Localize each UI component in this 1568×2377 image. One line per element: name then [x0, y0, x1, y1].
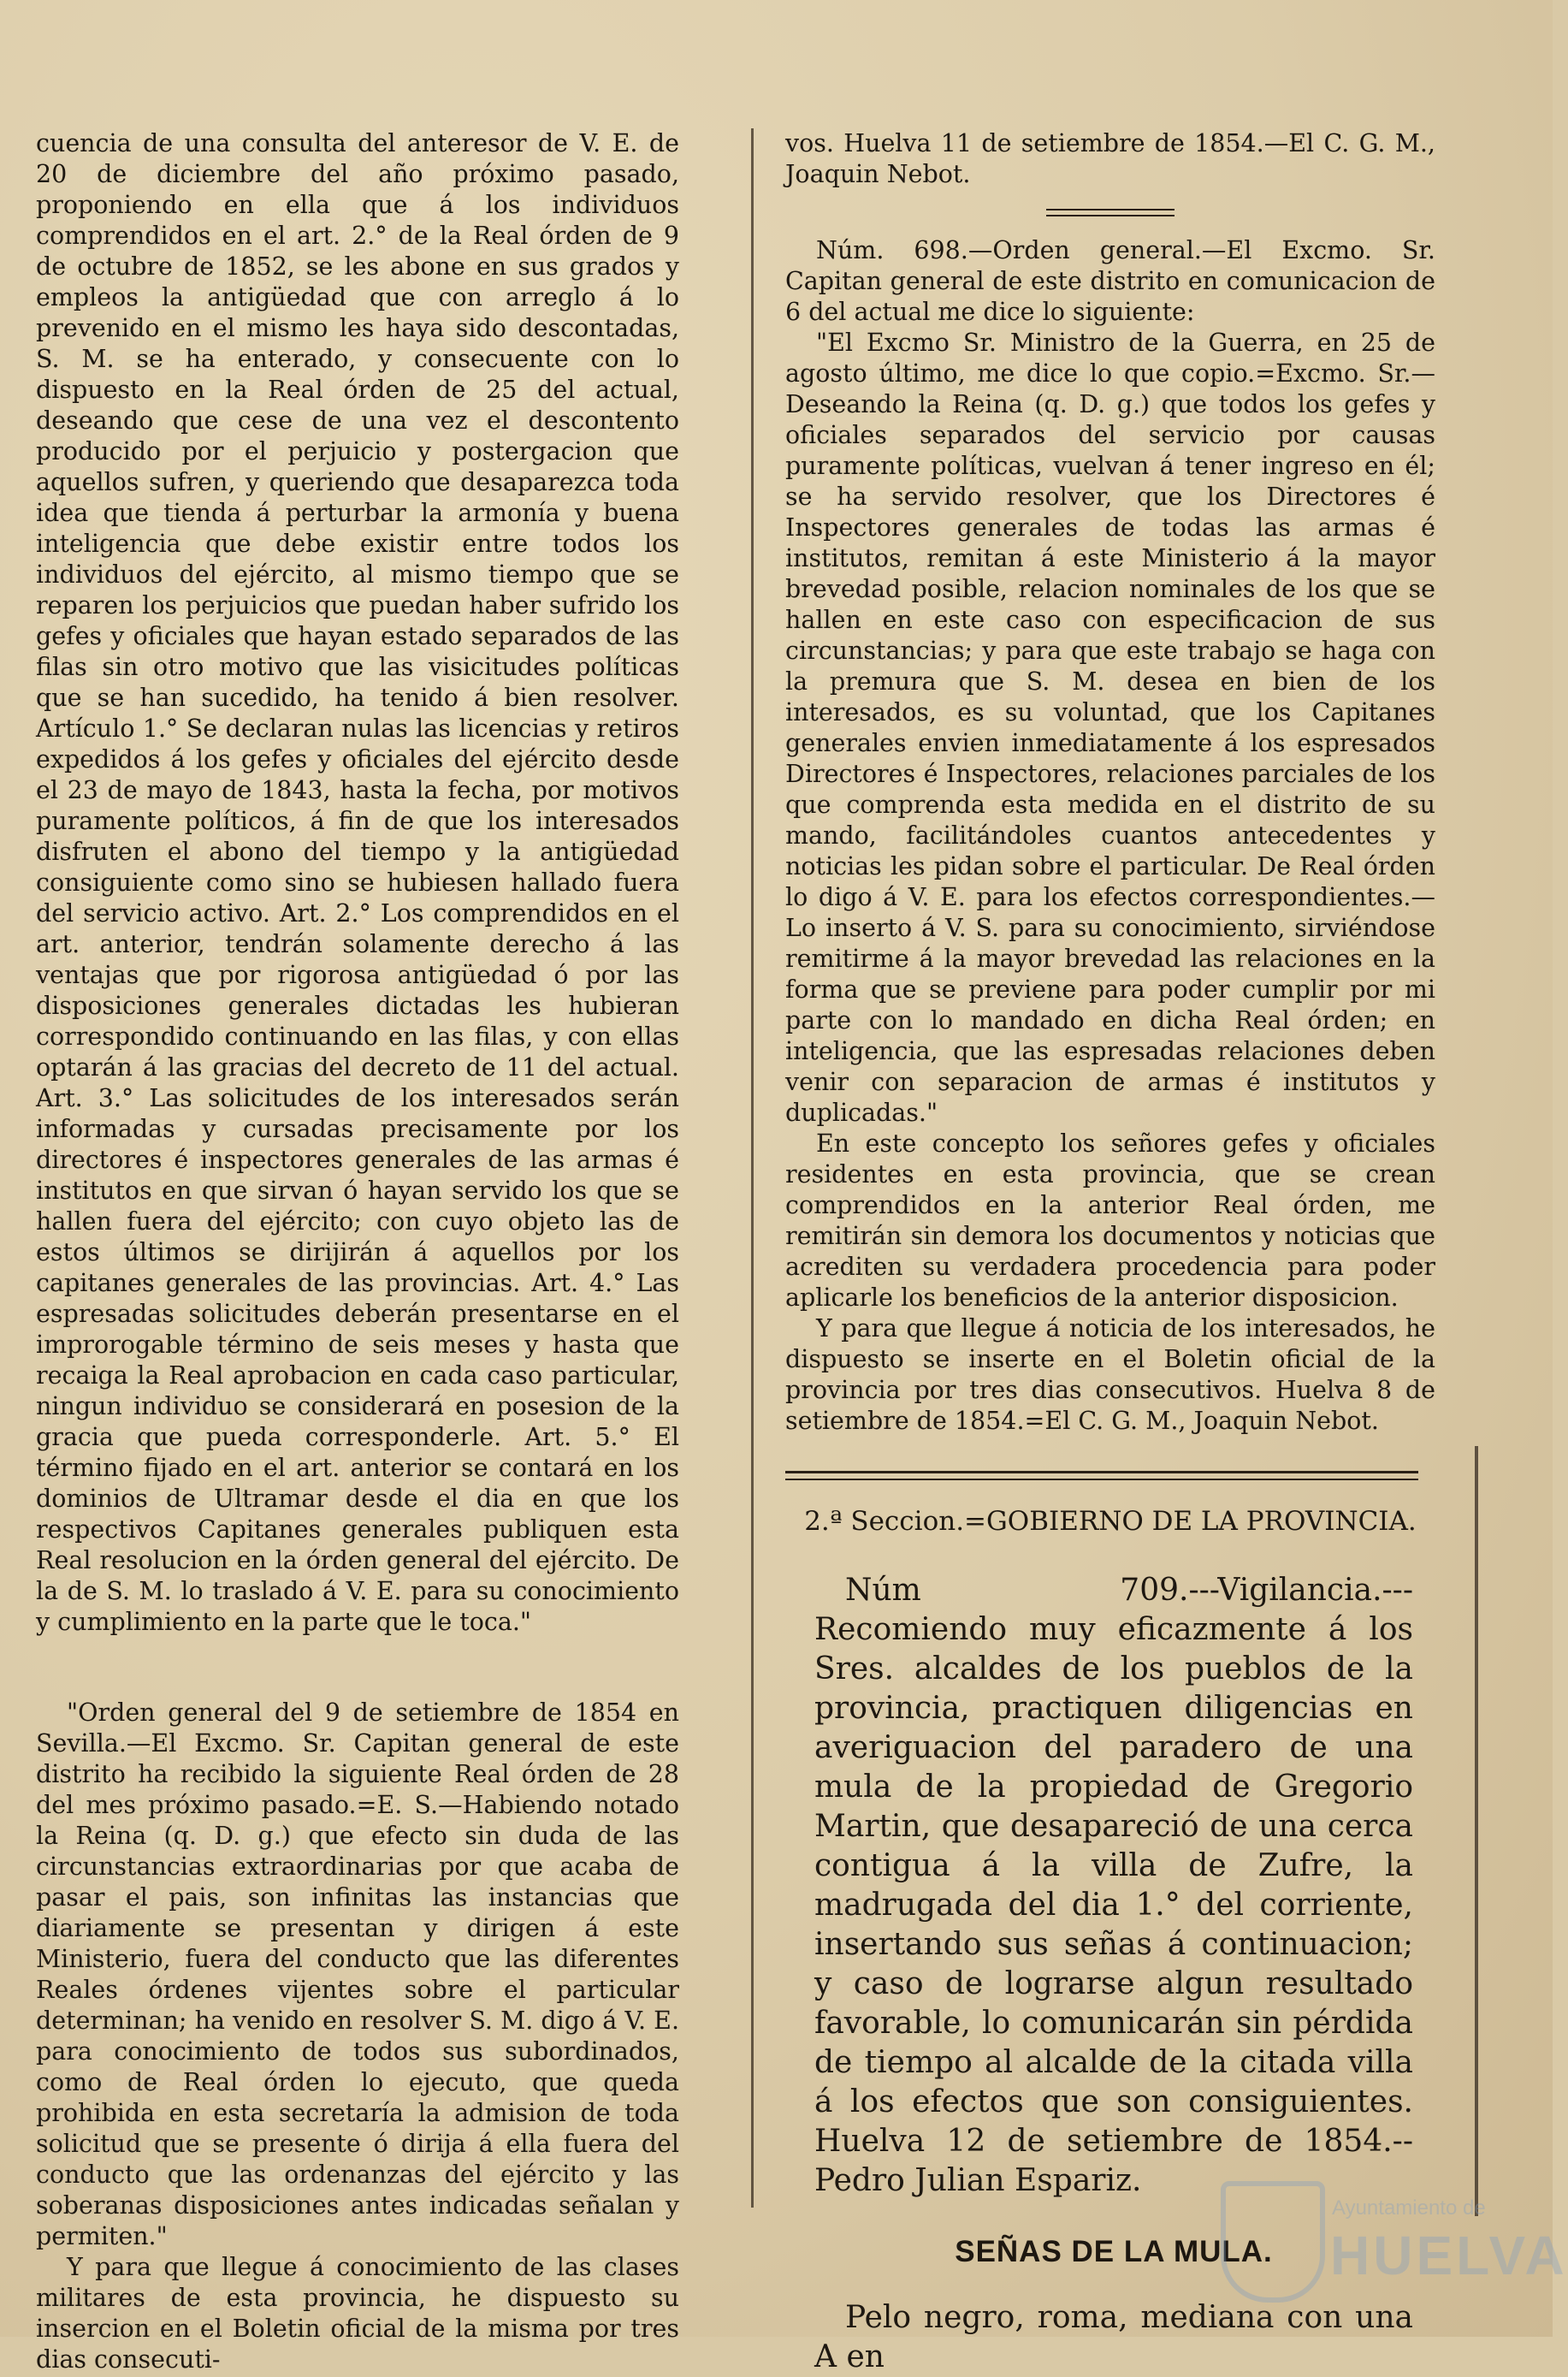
coat-of-arms-icon: [1221, 2181, 1325, 2303]
mule-description-text: [814, 2298, 1413, 2377]
short-divider: [1046, 209, 1175, 216]
right-edge-rule: [1475, 1446, 1478, 2216]
right-column: [785, 128, 1435, 2377]
order-698-closing: Y para que llegue á noticia de los interesados, he dispuesto se inserte en el Boletin oficial de la provincia por tres dias consecutivos. Huelva 8 de setiembre de 1854.=El C. G. M., Joaquin Nebot.: [785, 1314, 1435, 1435]
order-698-concept: En este concepto los señores gefes y oficiales residentes en esta provincia, que se crean comprendidos en la anterior Real órden, me remitirán sin demora los documentos y noticias que acrediten su verdadera procedencia para poder aplicarle los beneficios de la anterior disposicion.: [785, 1129, 1435, 1312]
left-column: [36, 128, 679, 2375]
watermark-small-text: Ayuntamiento de: [1332, 2196, 1486, 2220]
archive-watermark: [1221, 2172, 1568, 2301]
signature-line: vos. Huelva 11 de setiembre de 1854.—El C. G. M., Joaquin Nebot.: [785, 129, 1435, 188]
closing-paragraph: Y para que llegue á conocimiento de las clases militares de esta provincia, he dispuesto su insercion en el Boletin oficial de la misma por tres dias consecuti-: [36, 2253, 679, 2374]
section-divider: [785, 1471, 1418, 1480]
notice-709: Núm 709.---Vigilancia.---Recomiendo muy eficazmente á los Sres. alcaldes de los pueblos de la provincia, practiquen diligencias en averiguacion del paradero de una mula de la propiedad de Gregorio Martin, que desapareció de una cerca contigua á la villa de Zufre, la madrugada del dia 1.° del corriente, insertando sus señas á continuacion; y caso de lograrse algun resultado favorable, lo comunicarán sin pérdida de tiempo al alcalde de la citada villa á los efectos que son consiguientes. Huelva 12 de setiembre de 1854.--Pedro Julian Espariz.: [814, 1573, 1413, 2198]
mule-description-line: Pelo negro, roma, mediana con una A en: [814, 2300, 1413, 2374]
order-698-heading: Núm. 698.—Orden general.—El Excmo. Sr. Capitan general de este distrito en comunicacion de 6 del actual me dice lo siguiente:: [785, 236, 1435, 326]
spacer: [36, 1638, 679, 1698]
mule-description-heading: SEÑAS DE LA MULA.: [955, 2235, 1273, 2268]
royal-order-text: cuencia de una consulta del anteresor de V. E. de 20 de diciembre del año próximo pasado, proponiendo en ella que á los individuos comprendidos en el art. 2.° de la Real órden de 9 de octubre de 1852, se les abone en sus grados y empleos la antigüedad que con arreglo á lo prevenido en el mismo les haya sido descontadas, S. M. se ha enterado, y consecuente con lo dispuesto en la Real órden de 25 del actual, deseando que cese de una vez el descontento producido por el perjuicio y postergacion que aquellos sufren, y queriendo que desaparezca toda idea que tienda á perturbar la armonía y buena inteligencia que debe existir entre todos los individuos del ejército, al mismo tiempo que se reparen los perjuicios que puedan haber sufrido los gefes y oficiales que hayan estado separados de las filas sin otro motivo que las visicitudes políticas que se han sucedido, ha tenido á bien resolver. Artículo 1.° Se declaran nulas las licencias y retiros expedidos á los gefes y oficiales del ejército desde el 23 de mayo de 1843, hasta la fecha, por motivos puramente políticos, á fin de que los interesados disfruten el abono del tiempo y la antigüedad consiguiente como sino se hubiesen hallado fuera del servicio activo. Art. 2.° Los comprendidos en el art. anterior, tendrán solamente derecho á las ventajas que por rigorosa antigüedad ó por las disposiciones generales dictadas les hubieran correspondido continuando en las filas, y con ellas optarán á las gracias del decreto de 11 del actual. Art. 3.° Las solicitudes de los interesados serán informadas y cursadas precisamente por los directores é inspectores generales de las armas é institutos en que sirvan ó hayan servido los que se hallen fuera del ejército; con cuyo objeto las de estos últimos se dirijirán á aquellos por los capitanes generales de las provincias. Art. 4.° Las espresadas solicitudes deberán presentarse en el improrogable término de seis meses y hasta que recaiga la Real aprobacion en cada caso particular, ningun individuo se considerará en posesion de la gracia que pueda corresponderle. Art. 5.° El término fijado en el art. anterior se contará en los dominios de Ultramar desde el dia en que los respectivos Capitanes generales publiquen esta Real resolucion en la órden general del ejército. De la de S. M. lo traslado á V. E. para su conocimiento y cumplimiento en la parte que le toca.": [36, 129, 679, 1636]
column-divider: [751, 128, 754, 2208]
section-heading: 2.ª Seccion.=GOBIERNO DE LA PROVINCIA.: [804, 1506, 1417, 1537]
watermark-big-text: HUELVA: [1330, 2225, 1568, 2286]
general-order-sept-9: "Orden general del 9 de setiembre de 1854 en Sevilla.—El Excmo. Sr. Capitan general de este distrito ha recibido la siguiente Real órden de 28 del mes próximo pasado.=E. S.—Habiendo notado la Reina (q. D. g.) que efecto sin duda de las circunstancias extraordinarias por que acaba de pasar el pais, son infinitas las instancias que diariamente se presentan y dirigen á este Ministerio, fuera del conducto que las diferentes Reales órdenes vijentes sobre el particular determinan; ha venido en resolver S. M. digo á V. E. para conocimiento de todos sus subordinados, como de Real órden lo ejecuto, que queda prohibida en esta secretaría la admision de toda solicitud que se presente ó dirija á ella fuera del conducto que las ordenanzas del ejército y las soberanas disposiciones antes indicadas señalan y permiten.": [36, 1698, 679, 2250]
order-698-quote: "El Excmo Sr. Ministro de la Guerra, en 25 de agosto último, me dice lo que copio.=Excmo. Sr.—Deseando la Reina (q. D. g.) que todos los gefes y oficiales separados del servicio por causas puramente políticas, vuelvan á tener ingreso en él; se ha servido resolver, que los Directores é Inspectores generales de todas las armas é institutos, remitan á este Ministerio á la mayor brevedad posible, relacion nominales de los que se hallen en este caso con especificacion de sus circunstancias; y para que este trabajo se haga con la premura que S. M. desea en bien de los interesados, es su voluntad, que los Capitanes generales envien inmediatamente á los espresados Directores é Inspectores, relaciones parciales de los que comprenda esta medida en el distrito de su mando, facilitándoles cuantos antecedentes y noticias les pidan sobre el particular. De Real órden lo digo á V. E. para los efectos correspondientes.—Lo inserto á V. S. para su conocimiento, sirviéndose remitirme á la mayor brevedad las relaciones en la forma que se previene para poder cumplir por mi parte con lo mandado en dicha Real órden; en inteligencia, que las espresadas relaciones deben venir con separacion de armas é institutos y duplicadas.": [785, 329, 1435, 1127]
vigilance-notice: [814, 1571, 1413, 2201]
